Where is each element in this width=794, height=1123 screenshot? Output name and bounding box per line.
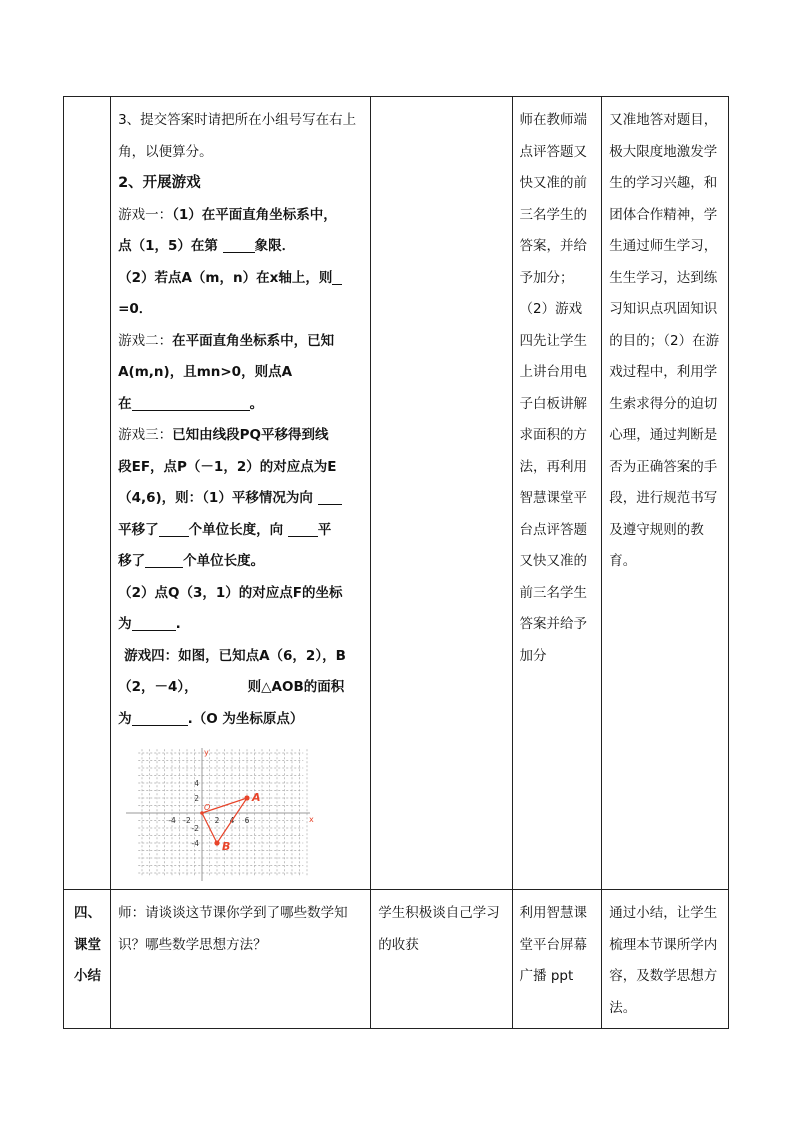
x-tick-label: -4 [168,816,176,825]
media-cell-games: 师在教师端点评答题又快又准的前三名学生的答案，并给予加分；（2）游戏四先让学生上讲台用电子白板讲解求面积的方法，再利用智慧课堂平台点评答题又快又准的前三名学生答案并给予加分 [512,97,602,890]
section-summary: 四、课堂小结 [64,890,111,1029]
table-row-summary [64,890,729,1029]
game1-line1 [118,200,363,232]
x-tick-label: -2 [183,816,191,825]
game4-line3 [118,704,363,736]
answer-blank [132,710,188,726]
answer-blank [318,489,342,505]
game3-line4 [118,515,363,547]
game1-q2: （2）若点A（m，n）在x轴上，则 [118,269,333,286]
game3-line1 [118,420,363,452]
submit-note: 3、提交答案时请把所在小组号写在右上角，以便算分。 [118,112,357,160]
game3-q1-c: 个单位长度，向 [188,521,284,538]
answer-blank [332,269,342,285]
game2-tail-a: 在 [118,395,132,412]
y-tick-label: -4 [191,839,200,848]
x-tick-label: 4 [229,816,235,825]
answer-blank [132,615,176,631]
y-tick-label: 4 [194,779,200,788]
game3-q1-f: 个单位长度。 [183,553,265,569]
game3-q1-b: 平移了 [118,521,159,538]
game4-line1: 游戏四：如图，已知点A（6，2），B [124,647,346,664]
x-tick-label: 2 [214,816,220,825]
game4-line2 [118,672,363,704]
game2-line1 [118,326,363,358]
game3-line7 [118,609,363,641]
game2-line3 [118,389,363,421]
game3-prefix: 游戏三： [118,427,173,443]
student-cell-summary: 学生积极谈自己学习的收获 [371,890,512,1029]
game1-q1: （1）在平面直角坐标系中， [172,206,337,223]
game4-b: （2，－4）， [118,679,198,695]
y-tick-label: -2 [191,824,200,833]
point-A [244,795,249,800]
point-B [214,840,219,845]
y-axis-label: y [204,748,209,757]
answer-blank [132,395,250,411]
game3-q1-d: 平 [317,521,332,538]
point-label-B: B [222,840,231,853]
game1-line4: =0． [118,301,153,317]
x-tick-label: 6 [244,816,250,825]
games-heading: 2、开展游戏 [118,175,201,191]
x-axis-label: x [309,815,314,824]
game4-c: 则△AOB的面积 [247,679,345,695]
media-cell-summary: 利用智慧课堂平台屏幕广播 ppt [512,890,602,1029]
point-label-A: A [252,791,261,804]
game3-line5 [118,546,363,578]
game4-d: 为 [118,710,132,727]
game2-text: 在平面直角坐标系中，已知 [172,332,335,349]
game2-prefix: 游戏二： [118,332,173,349]
answer-blank [288,521,318,537]
content-cell-summary: 师：请谈谈这节课你学到了哪些数学知识？哪些数学思想方法？ [111,890,371,1029]
game3-q2-b: . [175,616,181,632]
y-tick-label: 2 [194,794,200,803]
game3-q2-a: 为 [118,616,132,632]
purpose-cell-summary: 通过小结，让学生梳理本节课所学内容，及数学思想方法。 [602,890,729,1029]
game2-line2: A(m,n)，且mn>0，则点A [118,364,293,380]
game3-q1: （4,6)，则：（1）平移情况为向 [118,490,313,506]
game1-prefix: 游戏一： [118,206,173,223]
purpose-cell-games: 又准地答对题目，极大限度地激发学生的学习兴趣，和团体合作精神，学生通过师生学习，生生学习，达到练习知识点巩固知识的目的；（2）在游戏过程中，利用学生索求得分的迫切心理，通过判断是否为正确答案的手段，进行规范书写及遵守规则的教育。 [602,97,729,890]
game3-q1-e: 移了 [118,553,146,569]
coordinate-graph [118,743,318,885]
game1-q1-tail: 象限． [254,238,296,254]
game3-line2: 段EF，点P（－1，2）的对应点为E [118,458,337,475]
game3-text: 已知由线段PQ平移得到线 [172,427,329,443]
content-cell-games [111,97,371,890]
answer-blank [159,521,189,537]
game4-e: .（O 为坐标原点） [187,710,304,727]
point-label-O: O [204,803,211,812]
game1-line3 [118,263,363,295]
game3-line6: （2）点Q（3，1）的对应点F的坐标 [118,584,343,601]
game1-line2 [118,231,363,263]
student-cell-empty [371,97,512,890]
game2-tail-b: 。 [249,395,264,412]
answer-blank [223,237,255,253]
game3-line3 [118,483,363,515]
answer-blank [145,552,183,568]
lesson-plan-table [63,96,729,1029]
section-cell-empty [64,97,111,890]
game1-q1-text: 点（1，5）在第 [118,238,218,254]
table-row-games [64,97,729,890]
